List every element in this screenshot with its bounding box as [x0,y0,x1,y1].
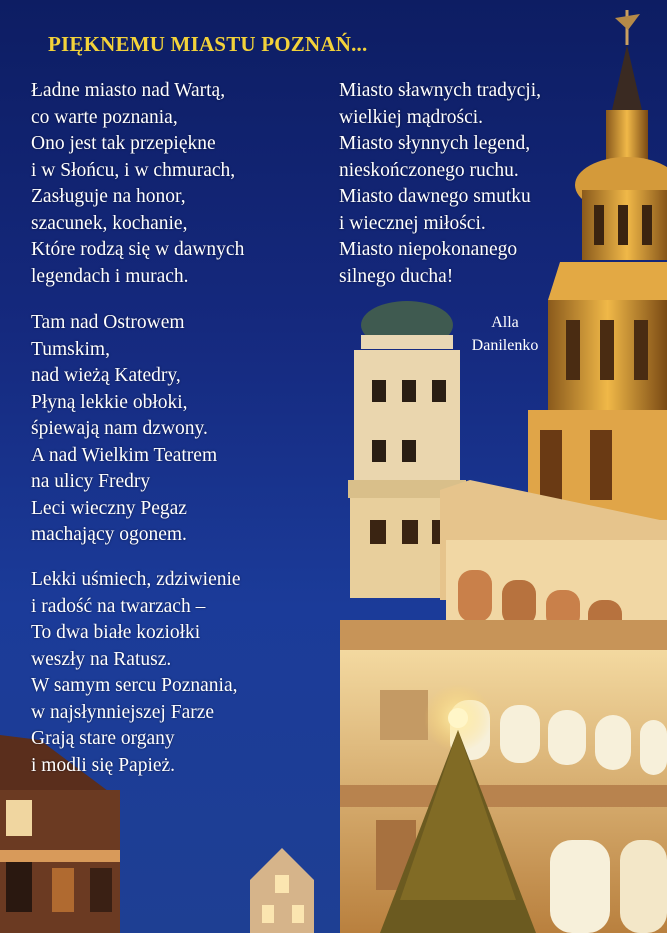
poem-line: wielkiej mądrości. [339,106,484,128]
poem-line: Zasługuje na honor, [31,186,186,207]
poem-line: Które rodzą się w dawnych [31,239,245,260]
poem-line: i radość na twarzach – [31,595,206,617]
poem-line: Grają stare organy [31,728,175,749]
poem-line: na ulicy Fredry [31,471,151,492]
poem-line: Miasto sławnych tradycji, [339,80,541,101]
poem-title: PIĘKNEMU MIASTU POZNAŃ... [48,32,368,56]
poem-line: i w Słońcu, i w chmurach, [31,159,236,181]
poem-line: Miasto niepokonanego [339,239,518,260]
poem-line: silnego ducha! [339,265,454,287]
stanza-1 [31,78,244,290]
poem-line: legendach i murach. [31,265,189,287]
poem-line: Miasto dawnego smutku [339,186,531,207]
poem-line: machający ogonem. [31,524,187,545]
poem-line: co warte poznania, [31,106,178,128]
stanza-2 [31,310,217,549]
poem-line: Lekki uśmiech, zdziwienie [31,569,241,590]
poem-line: i modli się Papież. [31,754,176,776]
poem-line: A nad Wielkim Teatrem [31,444,218,466]
stanza-3 [31,567,241,779]
poem-line: w najsłynniejszej Farze [31,701,215,723]
poem-line: Leci wieczny Pegaz [31,497,187,519]
author-last-name: Danilenko [471,337,539,354]
author-first-name: Alla [491,314,519,331]
poem-line: Tumskim, [31,338,110,360]
poem-line: Ono jest tak przepiękne [31,133,216,154]
poem-line: szacunek, kochanie, [31,212,188,234]
poem-line: Ładne miasto nad Wartą, [31,80,226,101]
poem-line: W samym sercu Poznania, [31,675,238,696]
poem-line: nad wieżą Katedry, [31,365,181,386]
poem-line: weszły na Ratusz. [31,648,172,670]
small-gable [250,848,314,933]
poem-line: Miasto słynnych legend, [339,133,531,154]
poem-line: To dwa białe koziołki [31,622,201,643]
poem-line: Tam nad Ostrowem [31,312,185,333]
stanza-4 [339,78,541,290]
author-signature [465,311,545,357]
poem-line: nieskończonego ruchu. [339,159,519,181]
poem-line: i wiecznej miłości. [339,212,486,234]
poem-line: śpiewają nam dzwony. [31,418,208,439]
poem-line: Płyną lekkie obłoki, [31,391,188,413]
